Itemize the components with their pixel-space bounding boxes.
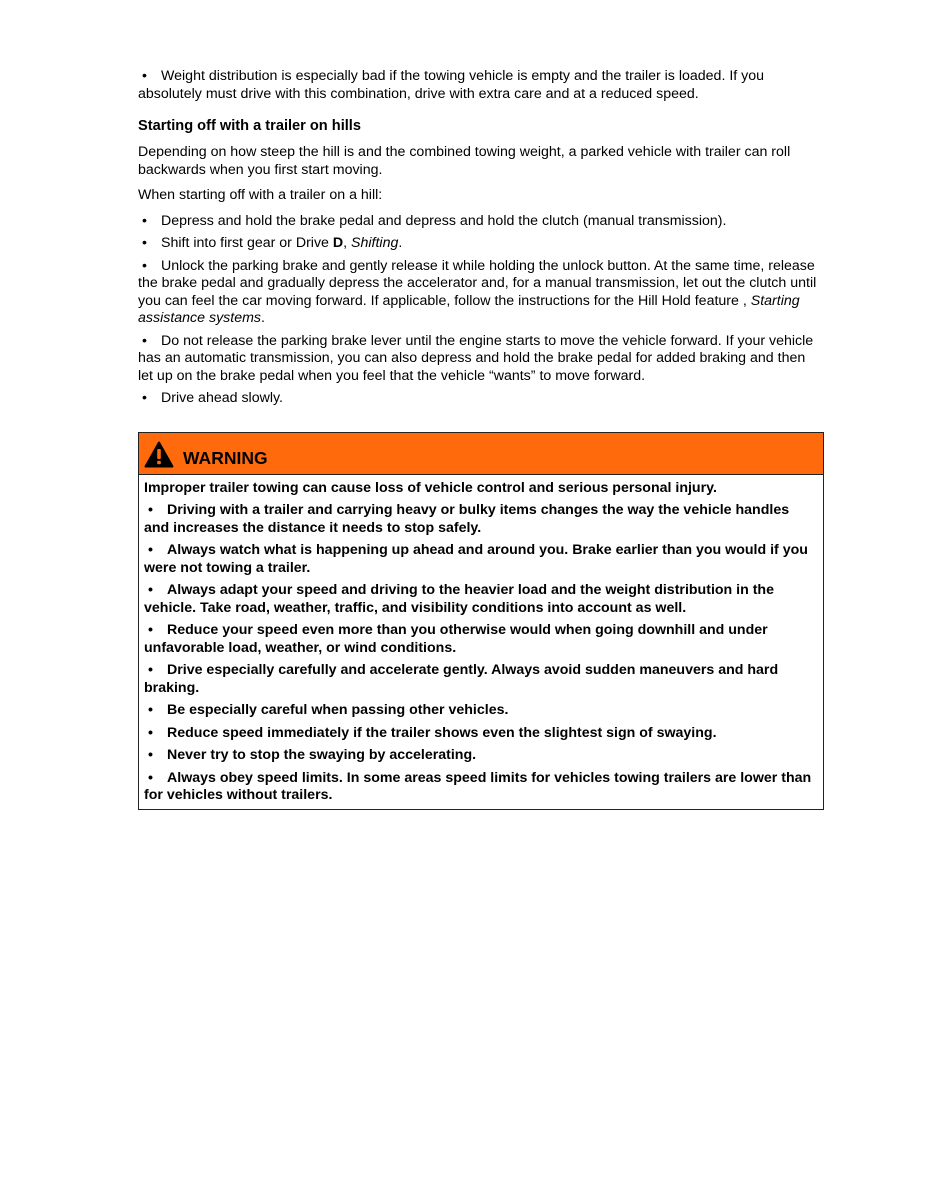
bullet-icon: •: [144, 542, 153, 558]
paragraph: When starting off with a trailer on a hill:: [138, 187, 383, 203]
warning-item-text: Drive especially carefully and accelerate gently. Always avoid sudden maneuvers and hard braking.: [144, 662, 779, 696]
list-item: [138, 68, 824, 103]
bullet-icon: •: [138, 257, 147, 274]
bullet-icon: •: [138, 235, 147, 251]
separator-text: ,: [343, 235, 352, 251]
gear-label: D: [332, 235, 344, 251]
period-text: .: [261, 310, 265, 326]
warning-item: [144, 725, 817, 743]
list-item: [138, 333, 824, 386]
warning-title: WARNING: [183, 447, 268, 468]
manual-page-content: [138, 68, 824, 810]
list-item: [138, 258, 824, 328]
warning-intro: Improper trailer towing can cause loss of vehicle control and serious personal injury.: [144, 479, 717, 496]
bullet-icon: •: [144, 622, 153, 638]
bullet-icon: •: [138, 332, 147, 349]
warning-item-text: Always watch what is happening up ahead and around you. Brake earlier than you would if you were not towing a trailer.: [144, 542, 808, 576]
warning-triangle-icon: [144, 441, 174, 468]
warning-item-text: Never try to stop the swaying by accelerating.: [167, 747, 477, 763]
list-item-text: Drive ahead slowly.: [161, 390, 283, 406]
warning-item-text: Reduce speed immediately if the trailer shows even the slightest sign of swaying.: [167, 724, 717, 741]
section-heading: Starting off with a trailer on hills: [138, 118, 361, 134]
warning-item: [144, 770, 817, 805]
list-item-text: Unlock the parking brake and gently release it while holding the unlock button. At the same time, release the brake pedal and gradually depress the accelerator and, for a manual transmission, let out the clutch until you can feel the car moving forward. If applicable, follow the instructions for the Hill Hold feature ,: [138, 257, 817, 309]
warning-body: [139, 475, 823, 809]
bullet-icon: •: [144, 662, 153, 678]
bullet-icon: •: [144, 702, 153, 718]
warning-item-text: Be especially careful when passing other vehicles.: [167, 702, 509, 718]
bullet-icon: •: [138, 68, 147, 84]
warning-item-text: Driving with a trailer and carrying heavy or bulky items changes the way the vehicle handles and increases the distance it needs to stop safely.: [144, 502, 790, 536]
list-item: [138, 390, 824, 408]
bullet-icon: •: [144, 724, 153, 741]
warning-item: [144, 542, 817, 577]
period-text: .: [398, 235, 403, 251]
list-item-text: Weight distribution is especially bad if the towing vehicle is empty and the trailer is loaded. If you absolutely must drive with this combination, drive with extra care and at a reduced speed.: [138, 68, 765, 102]
bullet-icon: •: [144, 769, 153, 786]
warning-item-text: Reduce your speed even more than you otherwise would when going downhill and under unfavorable load, weather, or wind conditions.: [144, 622, 768, 656]
warning-box: [138, 432, 824, 810]
warning-item: [144, 502, 817, 537]
list-item-text: Shift into first gear or Drive: [161, 235, 333, 251]
warning-item-text: Always adapt your speed and driving to the heavier load and the weight distribution in the vehicle. Take road, weather, traffic, and visibility conditions into account as well.: [144, 582, 774, 616]
warning-item-text: Always obey speed limits. In some areas speed limits for vehicles towing trailers are lower than for vehicles without trailers.: [144, 769, 812, 803]
warning-item: [144, 662, 817, 697]
warning-header: [139, 433, 823, 475]
warning-item: [144, 582, 817, 617]
list-item-text: Depress and hold the brake pedal and depress and hold the clutch (manual transmission).: [161, 212, 727, 229]
bullet-icon: •: [138, 212, 147, 229]
warning-item: [144, 622, 817, 657]
bullet-icon: •: [144, 502, 153, 518]
list-item: [138, 235, 824, 253]
list-item-text: Do not release the parking brake lever until the engine starts to move the vehicle forward. If your vehicle has an automatic transmission, you can also depress and hold the brake pedal for added braking and then let up on the brake pedal when you feel that the vehicle “wants” to move forward.: [138, 332, 814, 384]
paragraph: Depending on how steep the hill is and the combined towing weight, a parked vehicle with trailer can roll backwards when you first start moving.: [138, 144, 791, 178]
bullet-icon: •: [144, 582, 153, 598]
warning-item: [144, 702, 817, 720]
list-item: [138, 213, 824, 231]
bullet-icon: •: [144, 747, 153, 763]
bullet-icon: •: [138, 390, 147, 406]
cross-reference-link[interactable]: Shifting: [351, 235, 399, 251]
cross-reference-link[interactable]: Starting assistance systems: [138, 292, 800, 326]
warning-item: [144, 747, 817, 765]
